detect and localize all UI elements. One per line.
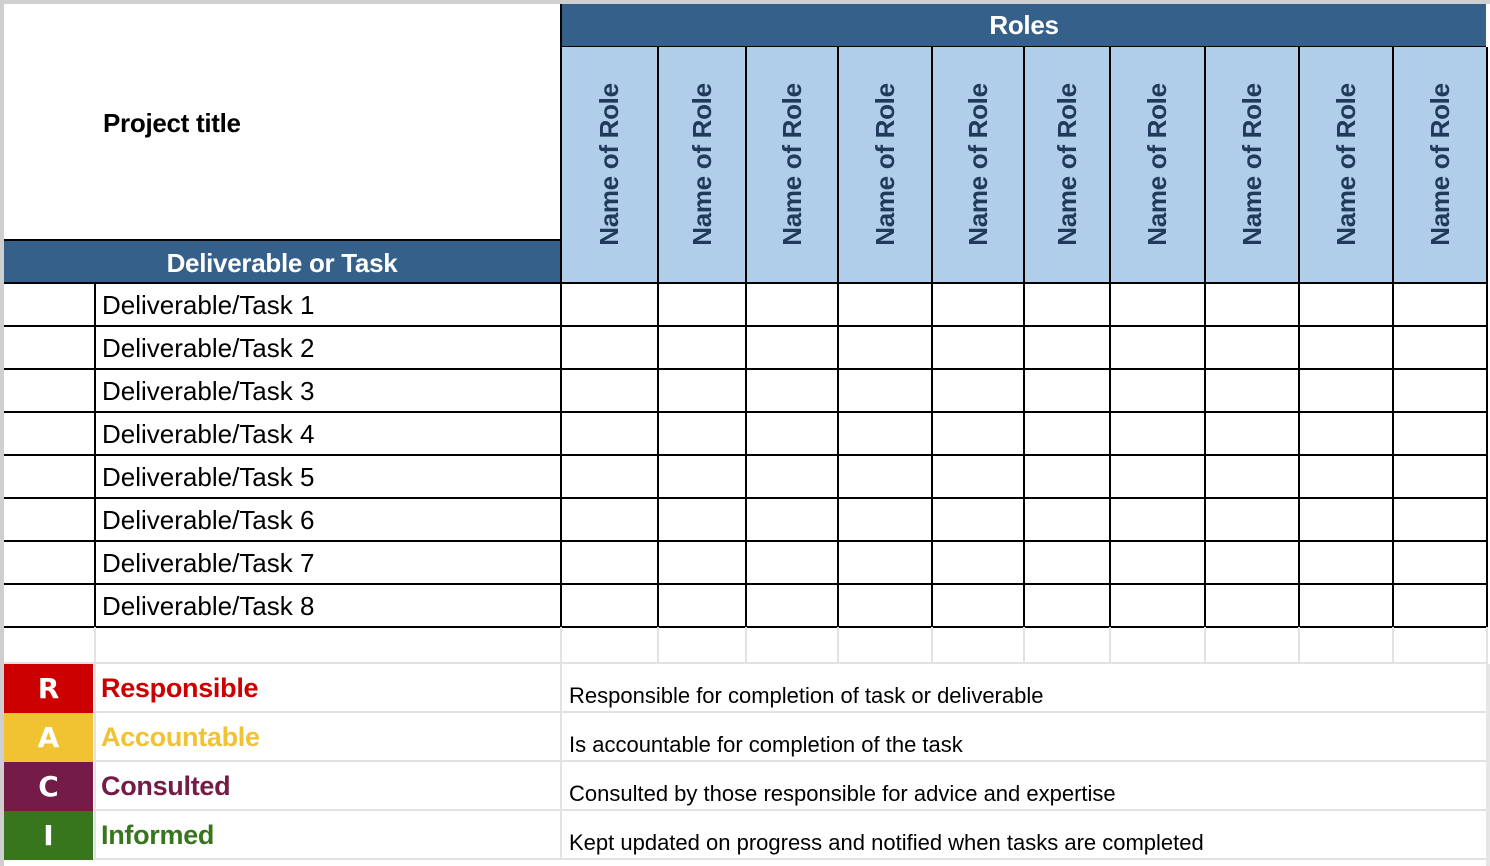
role-header-cell-1[interactable]: [560, 47, 657, 284]
gridline: [1486, 627, 1488, 664]
gridline: [745, 627, 747, 664]
roles-header[interactable]: Roles: [560, 4, 1486, 48]
project-title: Project title: [103, 108, 241, 138]
raci-assignment-cell[interactable]: [931, 413, 1023, 456]
task-index-cell[interactable]: [4, 456, 94, 499]
task-row: [4, 499, 1487, 542]
legend-description[interactable]: Consulted by those responsible for advice and expertise: [560, 762, 1487, 811]
raci-assignment-cell[interactable]: [1298, 499, 1392, 542]
role-name: Name of Role: [1424, 83, 1455, 246]
raci-assignment-cell[interactable]: [560, 456, 657, 499]
raci-assignment-cell[interactable]: [1392, 585, 1488, 628]
role-header-cell-7[interactable]: [1109, 47, 1204, 284]
project-title-cell[interactable]: [4, 4, 560, 240]
raci-assignment-cell[interactable]: [1392, 542, 1488, 585]
task-name-cell[interactable]: Deliverable/Task 6: [94, 499, 560, 542]
legend-term[interactable]: Responsible: [101, 673, 259, 703]
gridline: [94, 664, 96, 713]
task-name-cell[interactable]: Deliverable/Task 8: [94, 585, 560, 628]
role-header-cell-3[interactable]: [745, 47, 837, 284]
raci-assignment-cell[interactable]: [1392, 370, 1488, 413]
legend-letter-badge[interactable]: I: [4, 811, 93, 860]
gridline: [94, 762, 96, 811]
raci-assignment-cell[interactable]: [1109, 327, 1204, 370]
gridline: [657, 627, 659, 664]
role-name: Name of Role: [1236, 83, 1267, 246]
raci-assignment-cell[interactable]: [745, 456, 837, 499]
gridline: [94, 713, 96, 762]
deliverable-or-task-header[interactable]: Deliverable or Task: [4, 239, 560, 284]
raci-assignment-cell[interactable]: [1298, 542, 1392, 585]
role-header-cell-5[interactable]: [931, 47, 1023, 284]
raci-assignment-cell[interactable]: [1298, 456, 1392, 499]
task-index-cell[interactable]: [4, 327, 94, 370]
raci-assignment-cell[interactable]: [1109, 499, 1204, 542]
raci-assignment-cell[interactable]: [1204, 327, 1298, 370]
raci-assignment-cell[interactable]: [745, 370, 837, 413]
raci-assignment-cell[interactable]: [657, 542, 745, 585]
raci-assignment-cell[interactable]: [837, 284, 931, 327]
raci-assignment-cell[interactable]: [657, 499, 745, 542]
role-name: Name of Role: [1330, 83, 1361, 246]
raci-assignment-cell[interactable]: [837, 327, 931, 370]
legend-row-responsible: [4, 664, 1487, 713]
gridline: [560, 627, 562, 664]
raci-assignment-cell[interactable]: [1392, 499, 1488, 542]
legend-row-consulted: [4, 762, 1487, 811]
raci-assignment-cell[interactable]: [837, 542, 931, 585]
raci-assignment-cell[interactable]: [837, 456, 931, 499]
raci-assignment-cell[interactable]: [745, 585, 837, 628]
task-row: [4, 456, 1487, 499]
raci-assignment-cell[interactable]: [1392, 327, 1488, 370]
raci-assignment-cell[interactable]: [657, 413, 745, 456]
role-header-cell-2[interactable]: [657, 47, 745, 284]
raci-assignment-cell[interactable]: [837, 585, 931, 628]
raci-assignment-cell[interactable]: [1023, 542, 1109, 585]
raci-assignment-cell[interactable]: [657, 284, 745, 327]
legend-description[interactable]: Kept updated on progress and notified when tasks are completed: [560, 811, 1487, 860]
gridline: [1023, 627, 1025, 664]
raci-assignment-cell[interactable]: [1109, 370, 1204, 413]
legend-description[interactable]: Responsible for completion of task or deliverable: [560, 664, 1487, 713]
gridline: [837, 627, 839, 664]
legend-term[interactable]: Consulted: [101, 771, 231, 801]
raci-assignment-cell[interactable]: [1109, 542, 1204, 585]
raci-assignment-cell[interactable]: [1204, 542, 1298, 585]
gridline: [1204, 627, 1206, 664]
role-name: Name of Role: [776, 83, 807, 246]
raci-assignment-cell[interactable]: [1204, 284, 1298, 327]
raci-assignment-cell[interactable]: [657, 585, 745, 628]
raci-assignment-cell[interactable]: [1023, 370, 1109, 413]
role-name: Name of Role: [686, 83, 717, 246]
role-name: Name of Role: [1051, 83, 1082, 246]
raci-assignment-cell[interactable]: [1298, 370, 1392, 413]
role-header-cell-8[interactable]: [1204, 47, 1298, 284]
raci-assignment-cell[interactable]: [560, 542, 657, 585]
task-name-cell[interactable]: Deliverable/Task 3: [94, 370, 560, 413]
raci-assignment-cell[interactable]: [1298, 413, 1392, 456]
role-name: Name of Role: [962, 83, 993, 246]
raci-assignment-cell[interactable]: [1109, 284, 1204, 327]
legend-letter-badge[interactable]: C: [4, 762, 93, 811]
raci-assignment-cell[interactable]: [1109, 585, 1204, 628]
legend-term[interactable]: Accountable: [101, 722, 260, 752]
task-index-cell[interactable]: [4, 284, 94, 327]
gridline: [94, 811, 96, 860]
raci-assignment-cell[interactable]: [1204, 456, 1298, 499]
raci-assignment-cell[interactable]: [837, 370, 931, 413]
raci-assignment-cell[interactable]: [657, 456, 745, 499]
task-name-cell[interactable]: Deliverable/Task 2: [94, 327, 560, 370]
task-index-cell[interactable]: [4, 585, 94, 628]
raci-assignment-cell[interactable]: [1392, 456, 1488, 499]
task-index-cell[interactable]: [4, 413, 94, 456]
sheet-right-edge: [1486, 664, 1490, 866]
raci-assignment-cell[interactable]: [657, 327, 745, 370]
role-name: Name of Role: [1142, 83, 1173, 246]
role-name: Name of Role: [869, 83, 900, 246]
raci-assignment-cell[interactable]: [560, 413, 657, 456]
task-index-cell[interactable]: [4, 542, 94, 585]
legend-row-informed: [4, 811, 1487, 860]
task-row: [4, 327, 1487, 370]
raci-assignment-cell[interactable]: [560, 284, 657, 327]
raci-assignment-cell[interactable]: [1023, 456, 1109, 499]
raci-assignment-cell[interactable]: [560, 499, 657, 542]
task-row: [4, 585, 1487, 628]
gridline: [1392, 627, 1394, 664]
role-header-cell-9[interactable]: [1298, 47, 1392, 284]
task-name-cell[interactable]: Deliverable/Task 5: [94, 456, 560, 499]
raci-assignment-cell[interactable]: [1298, 585, 1392, 628]
legend-letter-badge[interactable]: A: [4, 713, 93, 762]
raci-assignment-cell[interactable]: [1109, 413, 1204, 456]
raci-assignment-cell[interactable]: [1023, 327, 1109, 370]
raci-assignment-cell[interactable]: [1109, 456, 1204, 499]
raci-assignment-cell[interactable]: [1023, 284, 1109, 327]
raci-assignment-cell[interactable]: [931, 585, 1023, 628]
task-index-cell[interactable]: [4, 499, 94, 542]
legend-letter-badge[interactable]: R: [4, 664, 93, 713]
raci-assignment-cell[interactable]: [1298, 327, 1392, 370]
raci-assignment-cell[interactable]: [1204, 585, 1298, 628]
role-header-cell-6[interactable]: [1023, 47, 1109, 284]
task-row: [4, 413, 1487, 456]
raci-assignment-cell[interactable]: [1392, 284, 1488, 327]
role-name: Name of Role: [594, 83, 625, 246]
raci-assignment-cell[interactable]: [1204, 413, 1298, 456]
task-name-cell[interactable]: Deliverable/Task 1: [94, 284, 560, 327]
raci-assignment-cell[interactable]: [560, 585, 657, 628]
gridline: [1298, 627, 1300, 664]
raci-assignment-cell[interactable]: [745, 542, 837, 585]
raci-assignment-cell[interactable]: [560, 370, 657, 413]
raci-assignment-cell[interactable]: [1204, 499, 1298, 542]
raci-assignment-cell[interactable]: [1298, 284, 1392, 327]
gridline: [94, 627, 96, 664]
task-index-cell[interactable]: [4, 370, 94, 413]
gridline: [1109, 627, 1111, 664]
raci-assignment-cell[interactable]: [657, 370, 745, 413]
legend-description[interactable]: Is accountable for completion of the task: [560, 713, 1487, 762]
role-header-cell-10[interactable]: [1392, 47, 1488, 284]
raci-assignment-cell[interactable]: [745, 284, 837, 327]
raci-assignment-cell[interactable]: [837, 413, 931, 456]
role-header-cell-4[interactable]: [837, 47, 931, 284]
raci-assignment-cell[interactable]: [1023, 413, 1109, 456]
raci-assignment-cell[interactable]: [931, 499, 1023, 542]
task-row: [4, 542, 1487, 585]
raci-assignment-cell[interactable]: [931, 284, 1023, 327]
raci-assignment-cell[interactable]: [931, 456, 1023, 499]
raci-assignment-cell[interactable]: [745, 327, 837, 370]
raci-assignment-cell[interactable]: [931, 542, 1023, 585]
raci-assignment-cell[interactable]: [1392, 413, 1488, 456]
task-row: [4, 370, 1487, 413]
raci-assignment-cell[interactable]: [560, 327, 657, 370]
raci-assignment-cell[interactable]: [1204, 370, 1298, 413]
task-row: [4, 284, 1487, 327]
gridline: [931, 627, 933, 664]
raci-assignment-cell[interactable]: [1023, 585, 1109, 628]
raci-assignment-cell[interactable]: [931, 370, 1023, 413]
raci-assignment-cell[interactable]: [837, 499, 931, 542]
task-name-cell[interactable]: Deliverable/Task 7: [94, 542, 560, 585]
raci-assignment-cell[interactable]: [745, 499, 837, 542]
legend-row-accountable: [4, 713, 1487, 762]
raci-assignment-cell[interactable]: [931, 327, 1023, 370]
raci-assignment-cell[interactable]: [1023, 499, 1109, 542]
raci-assignment-cell[interactable]: [745, 413, 837, 456]
task-name-cell[interactable]: Deliverable/Task 4: [94, 413, 560, 456]
legend-term[interactable]: Informed: [101, 820, 215, 850]
